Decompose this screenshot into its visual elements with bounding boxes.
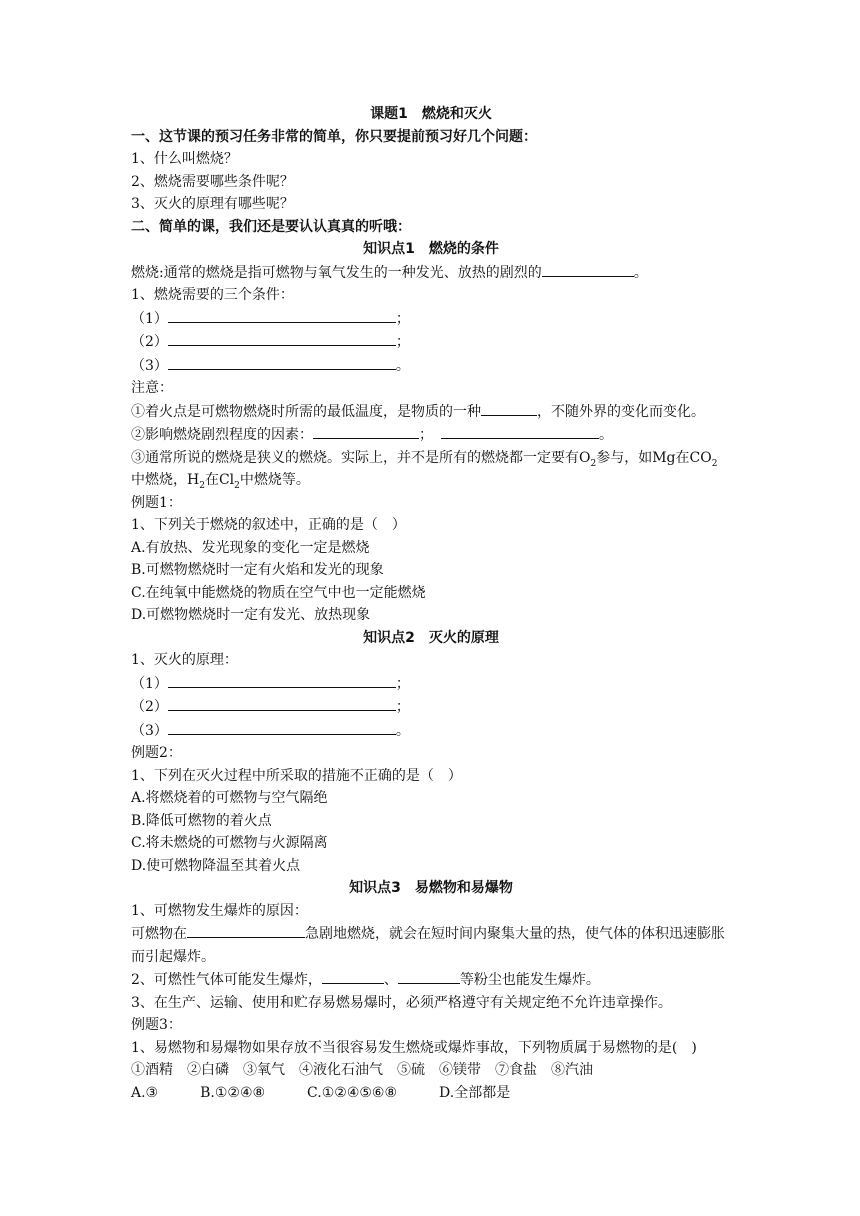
note-1-text-end: ，不随外界的变化而变化。 xyxy=(537,403,705,420)
period: 。 xyxy=(395,357,410,374)
subscript: 2 xyxy=(199,480,205,491)
safety-rule: 3、在生产、运输、使用和贮存易燃易爆时，必须严格遵守有关规定绝不允许违章操作。 xyxy=(131,994,672,1011)
principle-2-blank[interactable] xyxy=(168,695,396,711)
semicolon: ； xyxy=(395,699,410,715)
page-title: 课题1 燃烧和灭火 xyxy=(370,106,492,122)
section1-heading: 一、这节课的预习任务非常的简单，你只要提前预习好几个问题： xyxy=(131,128,537,145)
example-3-question: 1、易燃物和易爆物如果存放不当很容易发生燃烧或爆炸事故，下列物质属于易燃物的是( ) xyxy=(131,1039,697,1056)
note-3-text: ③通常所说的燃烧是狭义的燃烧。实际上，并不是所有的燃烧都一定要有O xyxy=(131,449,591,466)
dust-text: 2、可燃性气体可能发生爆炸， xyxy=(131,972,322,988)
example-2-option-d: D.使可燃物降温至其着火点 xyxy=(131,857,301,874)
item-number: （2） xyxy=(131,699,168,715)
semicolon: ； xyxy=(395,310,410,327)
definition-text: 燃烧:通常的燃烧是指可燃物与氧气发生的一种发光、放热的剧烈的 xyxy=(131,264,542,281)
period: 。 xyxy=(395,722,410,739)
example-2-title: 例题2： xyxy=(131,745,182,761)
principle-1-blank[interactable] xyxy=(168,672,396,688)
knowledge-point-1-heading: 知识点1 燃烧的条件 xyxy=(363,241,499,257)
period: 。 xyxy=(599,427,613,443)
item-number: （1） xyxy=(131,675,168,692)
note-2-text: ②影响燃烧剧烈程度的因素： xyxy=(131,427,313,443)
dust-blank-1[interactable] xyxy=(322,968,384,984)
explosion-reason-title: 1、可燃物发生爆炸的原因： xyxy=(131,902,308,919)
item-number: （1） xyxy=(131,310,168,327)
item-number: （2） xyxy=(131,334,168,350)
principle-3 xyxy=(131,719,731,743)
preview-question-3: 3、灭火的原理有哪些呢？ xyxy=(131,196,294,212)
dust-text-end: 等粉尘也能发生爆炸。 xyxy=(459,972,600,988)
preview-question-2: 2、燃烧需要哪些条件呢？ xyxy=(131,173,294,190)
principle-title: 1、灭火的原理： xyxy=(131,652,238,668)
worksheet-page xyxy=(131,103,731,1104)
example-3-title: 例题3： xyxy=(131,1017,182,1033)
note-3 xyxy=(131,447,731,492)
example-3-substances: ①酒精 ②白磷 ③氧气 ④液化石油气 ⑤硫 ⑥镁带 ⑦食盐 ⑧汽油 xyxy=(131,1062,593,1078)
conditions-title: 1、燃烧需要的三个条件： xyxy=(131,287,294,303)
condition-3-blank[interactable] xyxy=(168,354,396,370)
note-2-blank-2[interactable] xyxy=(441,423,599,439)
reason-text-end: 急剧地燃烧，就会在短时间内聚集大量的热，使气体的体积迅速膨胀而引起爆炸。 xyxy=(131,926,725,965)
example-1-option-b: B.可燃物燃烧时一定有火焰和发光的现象 xyxy=(131,562,384,578)
note-3-text: 中燃烧等。 xyxy=(239,472,310,488)
dust-blank-2[interactable] xyxy=(398,968,460,984)
example-1-option-d: D.可燃物燃烧时一定有发光、放热现象 xyxy=(131,607,371,623)
example-2-option-c: C.将未燃烧的可燃物与火源隔离 xyxy=(131,835,328,851)
example-1-title: 例题1： xyxy=(131,494,182,511)
condition-3 xyxy=(131,354,731,378)
example-3-options: A.③ B.①②④⑧ C.①②④⑤⑥⑧ D.全部都是 xyxy=(131,1084,511,1101)
subscript: 2 xyxy=(234,480,240,491)
example-2-question: 1、下列在灭火过程中所采取的措施不正确的是（ ） xyxy=(131,767,462,784)
note-1-blank[interactable] xyxy=(481,400,537,416)
knowledge-point-3-heading: 知识点3 易燃物和易爆物 xyxy=(349,880,513,896)
note-2-blank-1[interactable] xyxy=(313,423,419,439)
semicolon: ； xyxy=(419,427,433,443)
note-3-text: 参与，如Mg在CO xyxy=(596,449,712,466)
period: 。 xyxy=(633,264,648,281)
condition-2 xyxy=(131,330,731,354)
preview-question-1: 1、什么叫燃烧？ xyxy=(131,151,238,167)
item-number: （3） xyxy=(131,357,168,374)
knowledge-point-2-heading: 知识点2 灭火的原理 xyxy=(363,629,499,646)
subscript: 2 xyxy=(590,458,597,469)
section2-heading: 二、简单的课，我们还是要认认真真的听哦： xyxy=(131,218,411,235)
principle-2 xyxy=(131,695,731,719)
combustion-definition xyxy=(131,261,731,285)
reason-text: 可燃物在 xyxy=(131,926,187,942)
subscript: 2 xyxy=(711,458,718,469)
dust-explosion xyxy=(131,968,731,992)
example-1-option-a: A.有放热、发光现象的变化一定是燃烧 xyxy=(131,539,370,556)
definition-blank[interactable] xyxy=(542,261,634,277)
semicolon: ； xyxy=(395,675,410,692)
condition-1 xyxy=(131,307,731,331)
example-2-option-a: A.将燃烧着的可燃物与空气隔绝 xyxy=(131,790,328,806)
separator: 、 xyxy=(383,972,398,988)
reason-blank[interactable] xyxy=(187,922,305,938)
note-title: 注意： xyxy=(131,380,173,396)
note-2 xyxy=(131,423,731,447)
note-1-text: ①着火点是可燃物燃烧时所需的最低温度，是物质的一种 xyxy=(131,403,481,420)
principle-1 xyxy=(131,672,731,696)
item-number: （3） xyxy=(131,722,168,739)
semicolon: ； xyxy=(395,334,410,350)
condition-2-blank[interactable] xyxy=(168,330,396,346)
note-3-text: 中燃烧，H xyxy=(131,472,200,488)
example-1-option-c: C.在纯氧中能燃烧的物质在空气中也一定能燃烧 xyxy=(131,584,426,601)
condition-1-blank[interactable] xyxy=(168,307,396,323)
explosion-reason xyxy=(131,922,731,968)
note-1 xyxy=(131,400,731,424)
note-3-text: 在Cl xyxy=(204,472,235,488)
example-1-question: 1、下列关于燃烧的叙述中，正确的是（ ） xyxy=(131,517,406,533)
principle-3-blank[interactable] xyxy=(168,719,396,735)
example-2-option-b: B.降低可燃物的着火点 xyxy=(131,812,272,829)
